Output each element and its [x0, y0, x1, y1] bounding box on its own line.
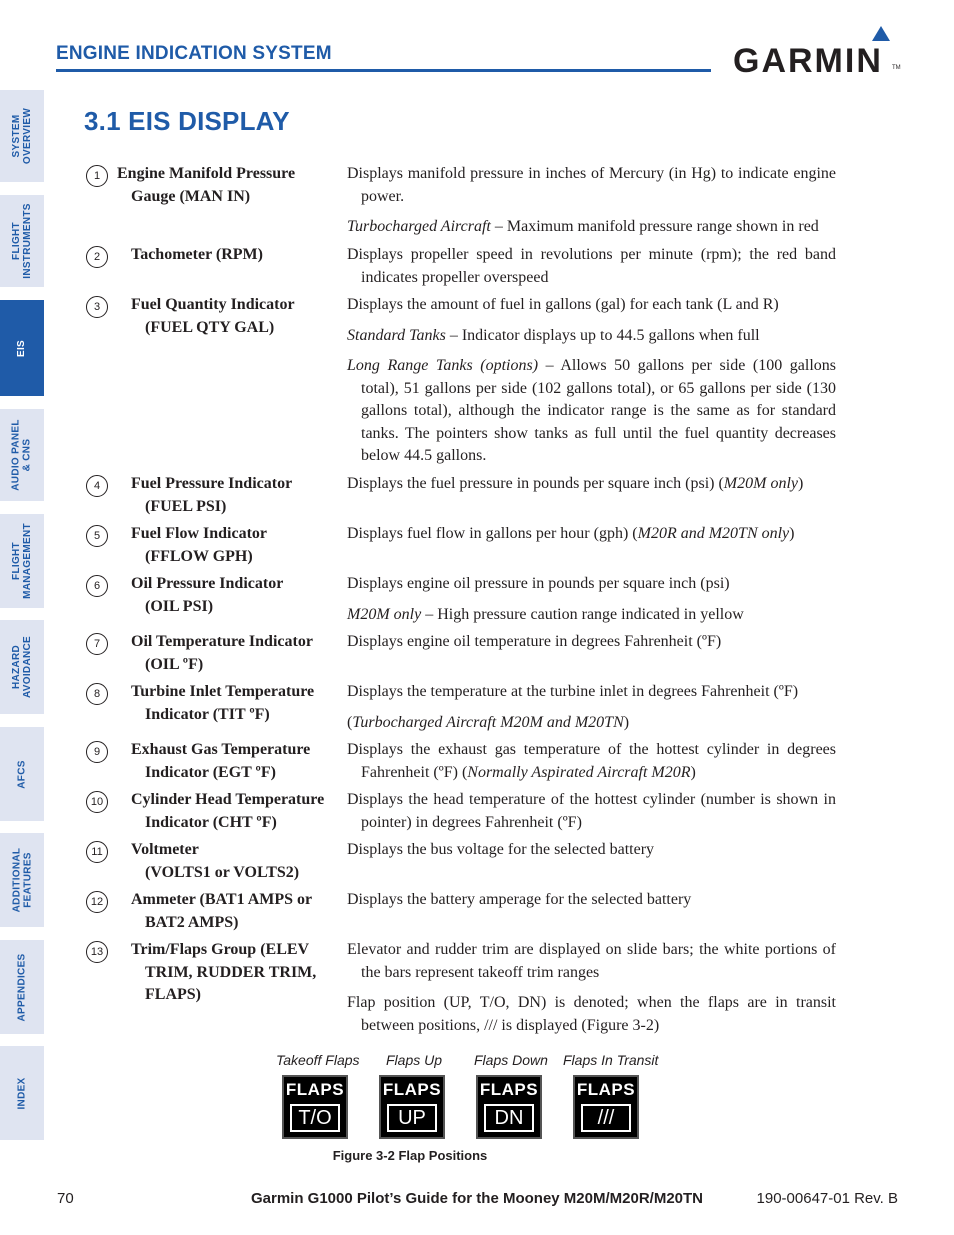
tab-flight-management[interactable]: [0, 514, 44, 608]
desc-text: – Indicator displays up to 44.5 gallons when full: [445, 326, 760, 344]
desc-text: Elevator and rudder trim are displayed on slide bars; the white portions of the bars represent takeoff trim ranges: [347, 941, 836, 981]
callout-number: 2: [86, 246, 108, 268]
term-line: Fuel Quantity Indicator: [131, 296, 295, 313]
desc-text: [347, 216, 836, 239]
callout-number: 8: [86, 683, 108, 705]
garmin-logo: [733, 24, 901, 80]
term-line: (FUEL PSI): [145, 497, 227, 515]
desc-italic: Normally Aspirated Aircraft M20R: [467, 763, 691, 781]
header-rule: [56, 69, 711, 72]
flaps-indicator-down: [476, 1075, 542, 1139]
callout-number: 10: [86, 791, 108, 813]
tab-afcs[interactable]: [0, 727, 44, 821]
desc-text: Displays manifold pressure in inches of Mercury (in Hg) to indicate engine power.: [347, 165, 836, 205]
tab-label: FLIGHT MANAGEMENT: [11, 523, 33, 599]
garmin-triangle-icon: [872, 26, 890, 41]
tab-index[interactable]: [0, 1046, 44, 1140]
term-line: Oil Temperature Indicator: [131, 633, 313, 650]
term-line: Trim/Flaps Group (ELEV: [131, 941, 310, 958]
term-line: BAT2 AMPS): [145, 913, 239, 931]
item-term: [131, 523, 341, 568]
desc-text: ): [690, 763, 696, 781]
flaps-value: DN: [484, 1104, 534, 1132]
page-title: 3.1 EIS DISPLAY: [84, 106, 290, 136]
item-description: [347, 789, 836, 834]
desc-text: – Allows 50 gallons per side (100 gallons total), 51 gallons per side (102 gallons total), or 65 gallons per side (130 gallons total), although the indicator range is the same as for standard tanks. The pointers show tanks as full until the fuel quantity decreases below 44.5 gallons.: [361, 357, 836, 464]
item-term: [131, 939, 341, 1007]
callout-number: 6: [86, 575, 108, 597]
desc-text: [347, 325, 836, 348]
item-term: [131, 739, 341, 784]
item-description: [347, 573, 836, 626]
callout-number: 1: [86, 165, 108, 187]
term-line: (FUEL QTY GAL): [145, 318, 275, 336]
item-description: [347, 681, 836, 734]
callout-number: 5: [86, 525, 108, 547]
term-line: (OIL ºF): [145, 655, 204, 673]
figure-caption: Figure 3-2 Flap Positions: [332, 1148, 488, 1163]
desc-text: – High pressure caution range indicated in yellow: [421, 605, 744, 623]
item-description: [347, 244, 836, 289]
desc-text: [347, 712, 836, 735]
term-line: Ammeter (BAT1 AMPS or: [131, 891, 313, 908]
item-term: [117, 163, 342, 208]
term-line: Exhaust Gas Temperature: [131, 741, 311, 758]
item-description: [347, 631, 836, 654]
desc-italic: Standard Tanks: [347, 326, 446, 344]
desc-text: Displays fuel flow in gallons per hour (gph) (: [347, 525, 638, 542]
tab-appendices[interactable]: [0, 940, 44, 1034]
term-line: Turbine Inlet Temperature: [131, 683, 315, 700]
desc-italic: Long Range Tanks (options): [347, 357, 539, 374]
term-line: Indicator (TIT ºF): [145, 705, 270, 723]
desc-text: [347, 604, 836, 627]
desc-text: [347, 739, 836, 784]
desc-text: [347, 523, 836, 546]
item-term: [131, 789, 341, 834]
item-description: [347, 473, 836, 496]
item-description: [347, 739, 836, 784]
tab-additional-features[interactable]: [0, 833, 44, 927]
trademark: TM: [892, 65, 901, 71]
callout-number: 12: [86, 891, 108, 913]
flaps-title: FLAPS: [576, 1080, 636, 1099]
tab-audio-panel-cns[interactable]: [0, 409, 44, 501]
callout-number: 4: [86, 475, 108, 497]
flaps-indicator-transit: [573, 1075, 639, 1139]
term-line: (VOLTS1 or VOLTS2): [145, 863, 300, 881]
document-number: 190-00647-01 Rev. B: [756, 1190, 898, 1207]
item-term: [131, 631, 341, 676]
term-line: Gauge (MAN IN): [131, 187, 251, 205]
desc-italic: M20M only: [723, 475, 798, 492]
tab-system-overview[interactable]: [0, 90, 44, 182]
footer-title: Garmin G1000 Pilot’s Guide for the Mooney M20M/M20R/M20TN: [250, 1190, 704, 1207]
flaps-value: ///: [581, 1104, 631, 1132]
term-line: Tachometer (RPM): [131, 246, 263, 263]
desc-text: Flap position (UP, T/O, DN) is denoted; when the flaps are in transit between positions, /// is displayed (Figure 3-2): [347, 994, 836, 1034]
garmin-wordmark: GARMIN: [733, 42, 883, 80]
desc-text: Displays the exhaust gas temperature of the hottest cylinder in degrees Fahrenheit (ºF) (: [347, 741, 836, 781]
figure-label-down: Flaps Down: [474, 1052, 548, 1068]
flaps-title: FLAPS: [382, 1080, 442, 1099]
figure-label-takeoff: Takeoff Flaps: [276, 1052, 360, 1068]
term-line: Fuel Flow Indicator: [131, 525, 267, 542]
callout-number: 11: [86, 841, 108, 863]
callout-number: 3: [86, 296, 108, 318]
tab-label: HAZARD AVOIDANCE: [11, 636, 33, 698]
tab-flight-instruments[interactable]: [0, 195, 44, 287]
desc-text: [347, 355, 836, 468]
item-description: [347, 839, 836, 862]
desc-italic: Turbocharged Aircraft M20M and M20TN: [352, 713, 624, 731]
tab-eis[interactable]: [0, 300, 44, 396]
desc-text: Displays the temperature at the turbine inlet in degrees Fahrenheit (ºF): [347, 683, 799, 700]
item-term: [131, 244, 341, 267]
desc-text: Displays the head temperature of the hottest cylinder (number is shown in pointer) in degrees Fahrenheit (ºF): [347, 791, 836, 831]
tab-label: AFCS: [16, 759, 28, 789]
flaps-indicator-up: [379, 1075, 445, 1139]
desc-text: Displays the battery amperage for the selected battery: [347, 891, 692, 908]
item-description: [347, 889, 836, 912]
callout-number: 13: [86, 941, 108, 963]
flaps-title: FLAPS: [285, 1080, 345, 1099]
page-number: 70: [57, 1190, 74, 1207]
desc-text: [347, 473, 836, 496]
figure-label-transit: Flaps In Transit: [563, 1052, 659, 1068]
section-title: ENGINE INDICATION SYSTEM: [56, 43, 332, 64]
item-term: [131, 839, 341, 884]
item-term: [131, 473, 341, 518]
desc-text: ): [798, 475, 804, 492]
desc-text: Displays the amount of fuel in gallons (gal) for each tank (L and R): [347, 296, 779, 313]
term-line: Oil Pressure Indicator: [131, 575, 284, 592]
item-description: [347, 939, 836, 1037]
desc-text: – Maximum manifold pressure range shown in red: [490, 218, 819, 235]
desc-text: Displays the bus voltage for the selected battery: [347, 841, 655, 858]
desc-text: Displays propeller speed in revolutions per minute (rpm); the red band indicates propeller overspeed: [347, 246, 836, 286]
desc-text: (: [347, 713, 353, 731]
flaps-indicator-takeoff: [282, 1075, 348, 1139]
tab-label: SYSTEM OVERVIEW: [11, 107, 33, 165]
flaps-value: T/O: [290, 1104, 340, 1132]
callout-number: 7: [86, 633, 108, 655]
item-term: [131, 294, 341, 339]
desc-text: ): [623, 713, 630, 731]
term-line: Voltmeter: [131, 841, 199, 858]
item-description: [347, 523, 836, 546]
figure-label-up: Flaps Up: [386, 1052, 443, 1068]
term-line: TRIM, RUDDER TRIM,: [145, 963, 317, 981]
tab-label: FLIGHT INSTRUMENTS: [11, 203, 33, 279]
flaps-value: UP: [387, 1104, 437, 1132]
item-term: [131, 681, 341, 726]
item-term: [131, 573, 341, 618]
callout-number: 9: [86, 741, 108, 763]
term-line: (OIL PSI): [145, 597, 214, 615]
tab-label: INDEX: [16, 1076, 28, 1110]
item-term: [131, 889, 341, 934]
desc-text: Displays engine oil pressure in pounds per square inch (psi): [347, 575, 730, 592]
item-description: [347, 163, 836, 239]
term-line: (FFLOW GPH): [145, 547, 253, 565]
desc-text: Displays the fuel pressure in pounds per square inch (psi) (: [347, 475, 724, 492]
term-line: Fuel Pressure Indicator: [131, 475, 293, 492]
tab-label: AUDIO PANEL & CNS: [11, 419, 34, 491]
term-line: FLAPS): [145, 986, 201, 1003]
desc-italic: M20M only: [347, 605, 422, 623]
term-line: Engine Manifold Pressure: [117, 165, 296, 182]
flaps-title: FLAPS: [479, 1080, 539, 1099]
term-line: Indicator (CHT ºF): [145, 813, 277, 831]
term-line: Indicator (EGT ºF): [145, 763, 276, 781]
item-description: [347, 294, 836, 468]
term-line: Cylinder Head Temperature: [131, 791, 325, 808]
tab-label: EIS: [16, 339, 28, 357]
desc-text: Displays engine oil temperature in degrees Fahrenheit (ºF): [347, 633, 722, 650]
desc-italic: M20R and M20TN only: [637, 525, 790, 542]
tab-label: APPENDICES: [16, 952, 28, 1022]
desc-italic: Turbocharged Aircraft: [347, 218, 491, 235]
tab-hazard-avoidance[interactable]: [0, 620, 44, 714]
desc-text: ): [789, 525, 795, 542]
tab-label: ADDITIONAL FEATURES: [11, 847, 34, 913]
